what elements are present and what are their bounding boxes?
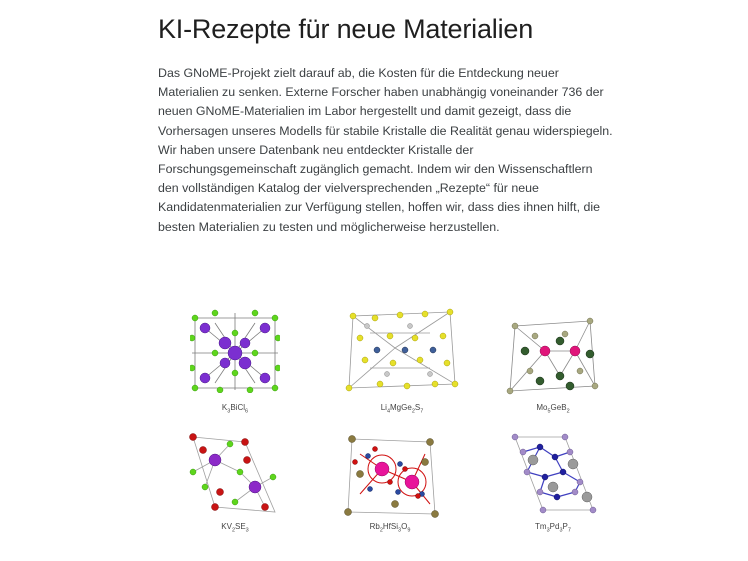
material-label: $Li_4MgGe_2S_7$ xyxy=(380,403,424,415)
crystal-structure-image xyxy=(505,432,600,517)
material-label: $Tm_3Pd_3P_7$ xyxy=(535,522,571,534)
material-label: $K_3BiCl_6$ xyxy=(221,403,249,415)
crystal-structure-image xyxy=(345,308,460,393)
crystal-structure-image xyxy=(340,434,440,519)
article-title: KI-Rezepte für neue Materialien xyxy=(158,14,534,44)
crystal-structure-image xyxy=(185,432,280,517)
material-label: $Mo_5GeB_2$ xyxy=(536,403,570,415)
article-body: Das GNoME-Projekt zielt darauf ab, die Kosten für die Entdeckung neuer Materialien zu senken. Externe Forscher haben unabhängig voneinander 736 der neuen GNoME-Materialien im Labor hergestellt und damit gezeigt, dass die Vorhersagen unseres Modells für stabile Kristalle die Realität genau widerspiegeln. Wir haben unsere Datenbank neu entdeckter Kristalle der Forschungsgemeinschaft zugänglich gemacht. Indem wir den Wissenschaftlern den vollständigen Katalog der vielversprechenden „Rezepte“ für neue Kandidatenmaterialien zur Verfügung stellen, hoffen wir, dass dies ihnen hilft, die besten Materialien zu testen und möglicherweise herzustellen. xyxy=(158,66,613,234)
material-label: $Rb_2HfSi_3O_9$ xyxy=(369,522,411,534)
crystal-structure-image xyxy=(190,308,280,393)
material-label: $KV_2SE_3$ xyxy=(221,522,249,534)
crystal-structure-image xyxy=(505,316,600,396)
